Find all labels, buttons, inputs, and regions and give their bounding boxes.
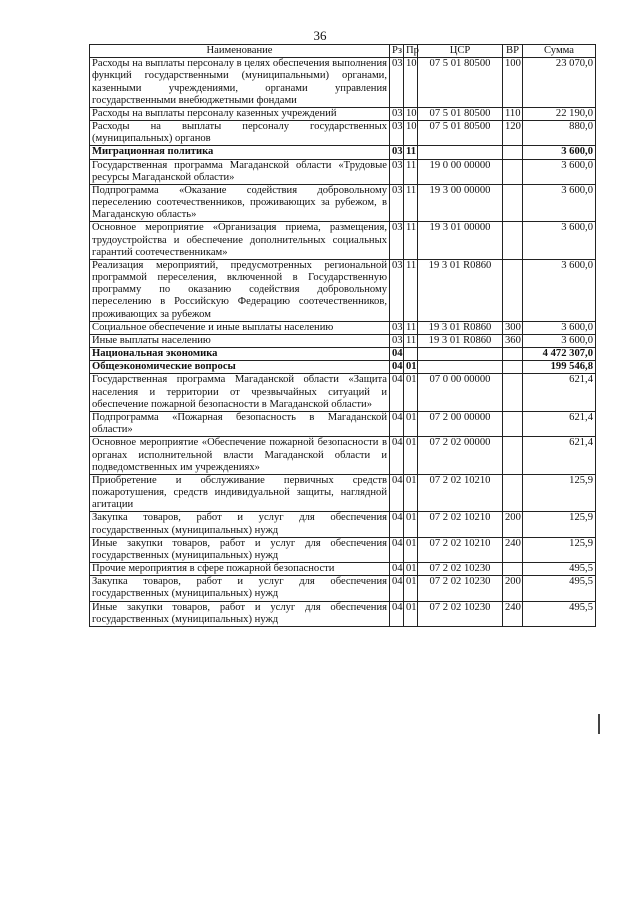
row-csr: 07 2 02 10230	[418, 563, 503, 576]
table-header-row	[90, 45, 596, 58]
row-pr: 11	[404, 259, 418, 321]
row-csr: 19 0 00 00000	[418, 159, 503, 184]
table-row	[90, 146, 596, 159]
table-row	[90, 537, 596, 562]
row-pr: 11	[404, 222, 418, 260]
row-vr: 100	[503, 58, 523, 108]
row-pr: 01	[404, 437, 418, 475]
row-sum: 495,5	[523, 576, 596, 601]
row-csr: 07 5 01 80500	[418, 121, 503, 146]
row-sum: 3 600,0	[523, 184, 596, 222]
row-name: Расходы на выплаты персоналу казенных учреждений	[90, 107, 390, 120]
row-csr	[418, 361, 503, 374]
row-vr	[503, 437, 523, 475]
row-name: Государственная программа Магаданской области «Защита населения и территории от чрезвычайных ситуаций и обеспечение пожарной безопасности в Магаданской области»	[90, 374, 390, 412]
row-csr: 07 0 00 00000	[418, 374, 503, 412]
table-row	[90, 107, 596, 120]
row-sum: 495,5	[523, 601, 596, 626]
row-pr: 01	[404, 374, 418, 412]
row-rz: 04	[390, 576, 404, 601]
table-row	[90, 361, 596, 374]
row-vr	[503, 474, 523, 512]
row-name: Подпрограмма «Оказание содействия добровольному переселению соотечественников, проживающих за рубежом, в Магаданскую область»	[90, 184, 390, 222]
table-row	[90, 121, 596, 146]
row-sum: 22 190,0	[523, 107, 596, 120]
header-sum: Сумма	[523, 45, 596, 58]
row-rz: 04	[390, 361, 404, 374]
row-vr	[503, 259, 523, 321]
row-rz: 04	[390, 374, 404, 412]
table-row	[90, 411, 596, 436]
row-csr: 19 3 01 R0860	[418, 321, 503, 334]
header-rz: Рз	[390, 45, 404, 58]
row-rz: 03	[390, 259, 404, 321]
row-sum: 3 600,0	[523, 334, 596, 347]
row-pr: 11	[404, 159, 418, 184]
row-rz: 03	[390, 321, 404, 334]
budget-table	[89, 44, 596, 627]
row-rz: 04	[390, 512, 404, 537]
row-pr: 11	[404, 334, 418, 347]
row-pr: 01	[404, 512, 418, 537]
row-sum: 621,4	[523, 374, 596, 412]
row-csr: 19 3 01 00000	[418, 222, 503, 260]
header-csr: ЦСР	[418, 45, 503, 58]
row-pr: 01	[404, 563, 418, 576]
row-pr: 01	[404, 474, 418, 512]
row-name: Миграционная политика	[90, 146, 390, 159]
row-csr: 07 2 00 00000	[418, 411, 503, 436]
row-vr	[503, 563, 523, 576]
row-pr: 01	[404, 361, 418, 374]
row-rz: 04	[390, 537, 404, 562]
row-rz: 03	[390, 159, 404, 184]
row-rz: 03	[390, 107, 404, 120]
row-name: Закупка товаров, работ и услуг для обеспечения государственных (муниципальных) нужд	[90, 512, 390, 537]
row-name: Основное мероприятие «Обеспечение пожарной безопасности в органах исполнительной власти Магаданской области и подведомственных им учреждениях»	[90, 437, 390, 475]
table-body	[90, 58, 596, 627]
row-csr	[418, 146, 503, 159]
row-sum: 199 546,8	[523, 361, 596, 374]
row-sum: 621,4	[523, 437, 596, 475]
page-number: 36	[313, 28, 327, 43]
row-vr: 300	[503, 321, 523, 334]
row-vr	[503, 411, 523, 436]
table-row	[90, 474, 596, 512]
row-sum: 3 600,0	[523, 146, 596, 159]
table-row	[90, 58, 596, 108]
row-csr: 07 5 01 80500	[418, 58, 503, 108]
row-pr: 10	[404, 58, 418, 108]
header-pr: Пр	[404, 45, 418, 58]
table-row	[90, 321, 596, 334]
row-vr: 240	[503, 537, 523, 562]
table-row	[90, 259, 596, 321]
row-sum: 4 472 307,0	[523, 348, 596, 361]
row-sum: 3 600,0	[523, 222, 596, 260]
row-rz: 03	[390, 222, 404, 260]
header-name: Наименование	[90, 45, 390, 58]
row-pr: 10	[404, 121, 418, 146]
row-pr: 01	[404, 601, 418, 626]
row-name: Социальное обеспечение и иные выплаты населению	[90, 321, 390, 334]
row-name: Подпрограмма «Пожарная безопасность в Магаданской области»	[90, 411, 390, 436]
row-rz: 04	[390, 348, 404, 361]
row-vr	[503, 184, 523, 222]
row-sum: 3 600,0	[523, 321, 596, 334]
row-vr	[503, 159, 523, 184]
row-vr: 360	[503, 334, 523, 347]
row-rz: 04	[390, 411, 404, 436]
row-name: Иные выплаты населению	[90, 334, 390, 347]
row-sum: 880,0	[523, 121, 596, 146]
table-row	[90, 563, 596, 576]
row-pr: 10	[404, 107, 418, 120]
margin-mark	[598, 714, 600, 734]
row-csr: 07 2 02 10210	[418, 474, 503, 512]
row-sum: 495,5	[523, 563, 596, 576]
row-name: Национальная экономика	[90, 348, 390, 361]
row-pr: 01	[404, 537, 418, 562]
table-row	[90, 334, 596, 347]
table-row	[90, 222, 596, 260]
row-sum: 3 600,0	[523, 259, 596, 321]
row-csr: 07 2 02 10210	[418, 537, 503, 562]
row-name: Закупка товаров, работ и услуг для обеспечения государственных (муниципальных) нужд	[90, 576, 390, 601]
row-vr: 240	[503, 601, 523, 626]
row-sum: 3 600,0	[523, 159, 596, 184]
row-csr: 19 3 01 R0860	[418, 334, 503, 347]
row-rz: 03	[390, 334, 404, 347]
row-name: Расходы на выплаты персоналу в целях обеспечения выполнения функций государственными (муниципальными) органами, казенными учреждениями, органами управления государственными внебюджетными фондами	[90, 58, 390, 108]
row-rz: 04	[390, 601, 404, 626]
row-name: Приобретение и обслуживание первичных средств пожаротушения, средств индивидуальной защиты, наглядной агитации	[90, 474, 390, 512]
row-csr: 19 3 01 R0860	[418, 259, 503, 321]
row-name: Иные закупки товаров, работ и услуг для обеспечения государственных (муниципальных) нужд	[90, 601, 390, 626]
row-pr: 01	[404, 576, 418, 601]
row-name: Основное мероприятие «Организация приема, размещения, трудоустройства и обеспечение дополнительных социальных гарантий соотечественникам»	[90, 222, 390, 260]
row-rz: 03	[390, 184, 404, 222]
row-csr	[418, 348, 503, 361]
row-name: Расходы на выплаты персоналу государственных (муниципальных) органов	[90, 121, 390, 146]
row-sum: 125,9	[523, 474, 596, 512]
row-csr: 07 2 02 10230	[418, 601, 503, 626]
row-csr: 07 2 02 00000	[418, 437, 503, 475]
row-vr	[503, 374, 523, 412]
row-rz: 03	[390, 121, 404, 146]
row-rz: 03	[390, 146, 404, 159]
row-vr: 200	[503, 576, 523, 601]
row-vr: 110	[503, 107, 523, 120]
row-pr	[404, 348, 418, 361]
row-name: Иные закупки товаров, работ и услуг для обеспечения государственных (муниципальных) нужд	[90, 537, 390, 562]
header-vr: ВР	[503, 45, 523, 58]
row-rz: 04	[390, 563, 404, 576]
row-vr: 200	[503, 512, 523, 537]
table-row	[90, 159, 596, 184]
table-row	[90, 601, 596, 626]
row-rz: 04	[390, 474, 404, 512]
table-row	[90, 437, 596, 475]
table-row	[90, 576, 596, 601]
row-vr	[503, 146, 523, 159]
row-csr: 07 5 01 80500	[418, 107, 503, 120]
row-vr: 120	[503, 121, 523, 146]
row-sum: 621,4	[523, 411, 596, 436]
row-pr: 11	[404, 146, 418, 159]
row-rz: 04	[390, 437, 404, 475]
row-sum: 23 070,0	[523, 58, 596, 108]
row-rz: 03	[390, 58, 404, 108]
row-name: Государственная программа Магаданской области «Трудовые ресурсы Магаданской области»	[90, 159, 390, 184]
row-name: Прочие мероприятия в сфере пожарной безопасности	[90, 563, 390, 576]
row-csr: 19 3 00 00000	[418, 184, 503, 222]
table-row	[90, 184, 596, 222]
row-vr	[503, 361, 523, 374]
row-sum: 125,9	[523, 512, 596, 537]
row-sum: 125,9	[523, 537, 596, 562]
row-name: Общеэкономические вопросы	[90, 361, 390, 374]
table-row	[90, 348, 596, 361]
row-vr	[503, 348, 523, 361]
row-name: Реализация мероприятий, предусмотренных региональной программой переселения, включенной в Государственную программу по оказанию содействия добровольному переселению в Российскую Федерацию соотечественников, проживающих за рубежом	[90, 259, 390, 321]
row-vr	[503, 222, 523, 260]
table-row	[90, 374, 596, 412]
table-row	[90, 512, 596, 537]
row-pr: 11	[404, 184, 418, 222]
row-csr: 07 2 02 10210	[418, 512, 503, 537]
row-pr: 11	[404, 321, 418, 334]
row-csr: 07 2 02 10230	[418, 576, 503, 601]
row-pr: 01	[404, 411, 418, 436]
